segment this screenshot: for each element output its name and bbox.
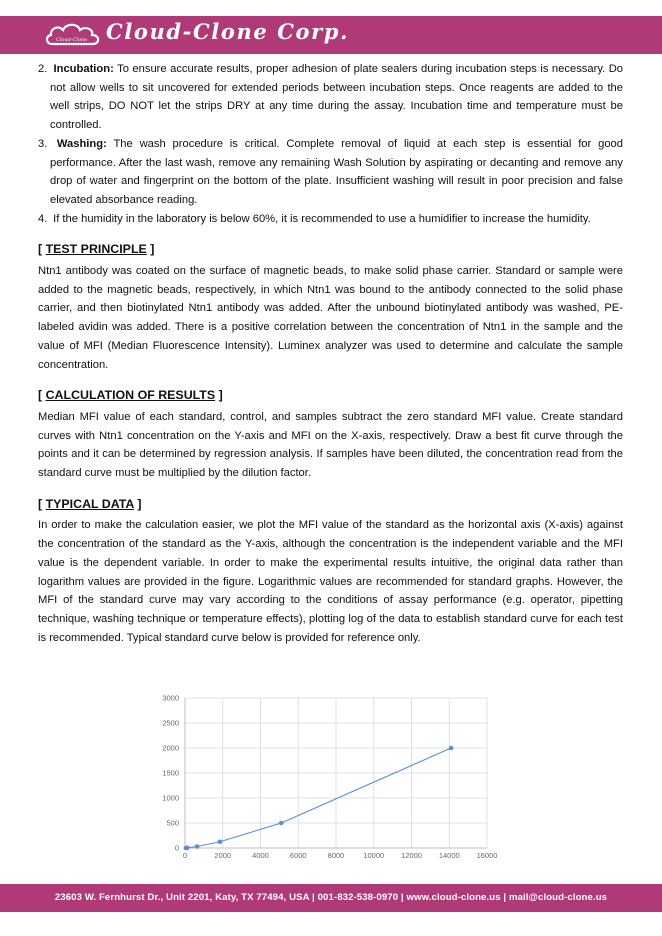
list-item xyxy=(38,210,623,229)
x-tick-label: 14000 xyxy=(438,851,460,860)
x-tick-label: 6000 xyxy=(289,851,307,860)
section-body-calculation: Median MFI value of each standard, control, and samples subtract the zero standard MFI value. Create standard curves with Ntn1 concentration on the Y-axis and MFI on the X-axis, respectively. Draw a best fit curve through the points and it can be determined by regression analysis. If samples have been diluted, the concentration read from the standard curve must be multiplied by the dilution factor. xyxy=(38,410,623,480)
section-body-principle: Ntn1 antibody was coated on the surface of magnetic beads, to make solid phase carrier. Standard or sample were added to the magnetic beads, respectively, in which Ntn1 was bound to the antibody connected to the solid phase carrier, and then biotinylated Ntn1 antibody was added. After the unbound biotinylated antibody was washed, PE-labeled avidin was added. There is a positive correlation between the concentration of Ntn1 in the sample and the value of MFI (Median Fluorescence Intensity). Luminex analyzer was used to determine and calculate the sample concentration. xyxy=(38,265,623,371)
document-body xyxy=(38,60,623,647)
list-item xyxy=(38,135,623,210)
list-item-label: Incubation: xyxy=(53,63,114,75)
x-tick-label: 0 xyxy=(182,851,188,860)
x-tick-label: 8000 xyxy=(327,851,345,860)
data-point xyxy=(279,821,284,826)
list-item-text: To ensure accurate results, proper adhesion of plate sealers during incubation steps is necessary. Do not allow wells to sit uncovered for extended periods between incubation steps. Once reagents are added to the well strips, DO NOT let the strips DRY at any time during the assay. Incubation time and temperature must be controlled. xyxy=(50,63,624,132)
section-heading-typical: [ TYPICAL DATA ] xyxy=(38,496,142,511)
page-footer: 23603 W. Fernhurst Dr., Unit 2201, Katy, TX 77494, USA | 001-832-538-0970 | www.cloud-clone.us | mail@cloud-clone.us xyxy=(0,884,662,912)
data-point xyxy=(449,746,454,751)
data-point xyxy=(195,844,200,849)
y-tick-label: 3000 xyxy=(162,693,179,703)
x-tick-label: 16000 xyxy=(476,851,498,860)
x-tick-label: 12000 xyxy=(401,851,422,860)
standard-curve-chart xyxy=(142,690,512,862)
section-heading-calculation: [ CALCULATION OF RESULTS ] xyxy=(38,388,223,403)
svg-text:Cloud-Clone: Cloud-Clone xyxy=(56,37,88,43)
list-number: 2. xyxy=(38,63,48,75)
y-tick-label: 1500 xyxy=(162,768,179,778)
list-item-text: The wash procedure is critical. Complete removal of liquid at each step is essential for good performance. After the last wash, remove any remaining Wash Solution by aspirating or decanting and remove any drop of water and fingerprint on the bottom of the plate. Insufficient washing will result in poor precision and false elevated absorbance reading. xyxy=(50,137,623,206)
section-title: CALCULATION OF RESULTS xyxy=(45,388,216,403)
section-title: TYPICAL DATA xyxy=(45,496,134,511)
section-body-typical: In order to make the calculation easier, we plot the MFI value of the standard as the horizontal axis (X-axis) against the concentration of the standard as the Y-axis, although the concentration is the independent variable and the MFI value is the dependent variable. In order to make the experimental results intuitive, the original data rather than logarithm values are provided in the figure. Logarithmic values are recommended for standard graphs. However, the MFI of the standard curve may vary according to the conditions of assay performance (e.g. operator, pipetting technique, washing technique or temperature effects), plotting log of the data to establish standard curve for each test is recommended. Typical standard curve below is provided for reference only. xyxy=(38,519,623,644)
y-tick-label: 0 xyxy=(174,843,179,853)
y-tick-label: 2500 xyxy=(162,718,179,728)
y-tick-label: 500 xyxy=(166,818,179,828)
cloud-logo-icon xyxy=(44,20,102,48)
chart-background xyxy=(142,690,512,862)
x-tick-label: 2000 xyxy=(214,851,232,860)
y-tick-label: 1000 xyxy=(162,793,179,803)
x-tick-label: 4000 xyxy=(252,851,269,860)
y-tick-label: 2000 xyxy=(162,743,179,753)
list-item-text: If the humidity in the laboratory is below 60%, it is recommended to use a humidifier to increase the humidity. xyxy=(53,212,591,225)
section-title: TEST PRINCIPLE xyxy=(45,242,147,257)
page-header xyxy=(0,16,662,54)
list-item-label: Washing: xyxy=(56,137,107,150)
data-point xyxy=(218,839,223,844)
logo-text: Cloud-Clone Corp. xyxy=(106,19,349,44)
section-heading-principle: [ TEST PRINCIPLE ] xyxy=(38,242,155,257)
list-number: 4. xyxy=(38,212,48,225)
x-tick-label: 10000 xyxy=(363,851,385,860)
list-item xyxy=(38,60,623,135)
list-number: 3. xyxy=(38,137,48,150)
data-point xyxy=(185,845,190,850)
